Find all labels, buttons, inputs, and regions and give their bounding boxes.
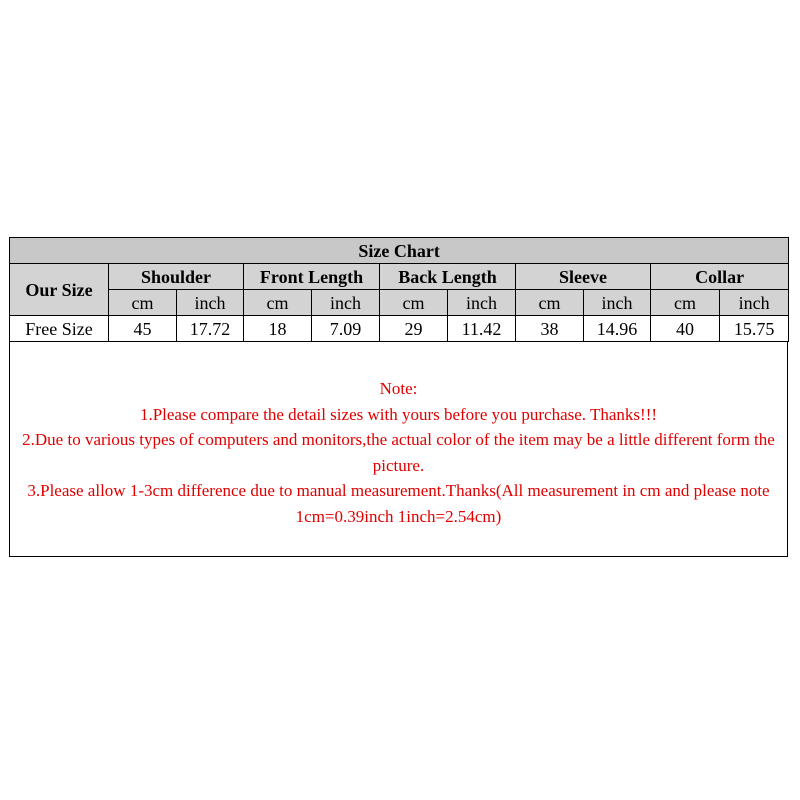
note-line-1: 1.Please compare the detail sizes with yours before you purchase. Thanks!!! [139, 404, 658, 424]
sleeve-cm-cell: 38 [516, 316, 584, 342]
collar-inch-cell: 15.75 [720, 316, 789, 342]
notes-box [9, 342, 788, 557]
unit-cm: cm [516, 290, 584, 316]
back-length-inch-cell: 11.42 [448, 316, 516, 342]
header-back-length: Back Length [380, 264, 516, 290]
shoulder-inch-cell: 17.72 [177, 316, 244, 342]
size-column-header: Our Size [10, 264, 109, 316]
table-row [10, 316, 789, 342]
unit-inch: inch [312, 290, 380, 316]
unit-inch: inch [177, 290, 244, 316]
size-name-cell: Free Size [10, 316, 109, 342]
unit-cm: cm [244, 290, 312, 316]
header-sleeve: Sleeve [516, 264, 651, 290]
note-line-2: 2.Due to various types of computers and monitors,the actual color of the item may be a little different form the picture. [22, 430, 775, 475]
sleeve-inch-cell: 14.96 [584, 316, 651, 342]
shoulder-cm-cell: 45 [109, 316, 177, 342]
header-collar: Collar [651, 264, 789, 290]
size-chart [9, 237, 788, 557]
header-front-length: Front Length [244, 264, 380, 290]
unit-cm: cm [109, 290, 177, 316]
unit-inch: inch [584, 290, 651, 316]
size-table [9, 237, 789, 342]
unit-inch: inch [720, 290, 789, 316]
chart-title: Size Chart [10, 238, 789, 264]
front-length-cm-cell: 18 [244, 316, 312, 342]
front-length-inch-cell: 7.09 [312, 316, 380, 342]
note-line-3: 3.Please allow 1-3cm difference due to manual measurement.Thanks(All measurement in cm and please note 1cm=0.39inch 1inch=2.54cm) [27, 481, 770, 526]
unit-inch: inch [448, 290, 516, 316]
unit-cm: cm [651, 290, 720, 316]
collar-cm-cell: 40 [651, 316, 720, 342]
unit-cm: cm [380, 290, 448, 316]
header-shoulder: Shoulder [109, 264, 244, 290]
notes-heading: Note: [379, 379, 418, 398]
back-length-cm-cell: 29 [380, 316, 448, 342]
